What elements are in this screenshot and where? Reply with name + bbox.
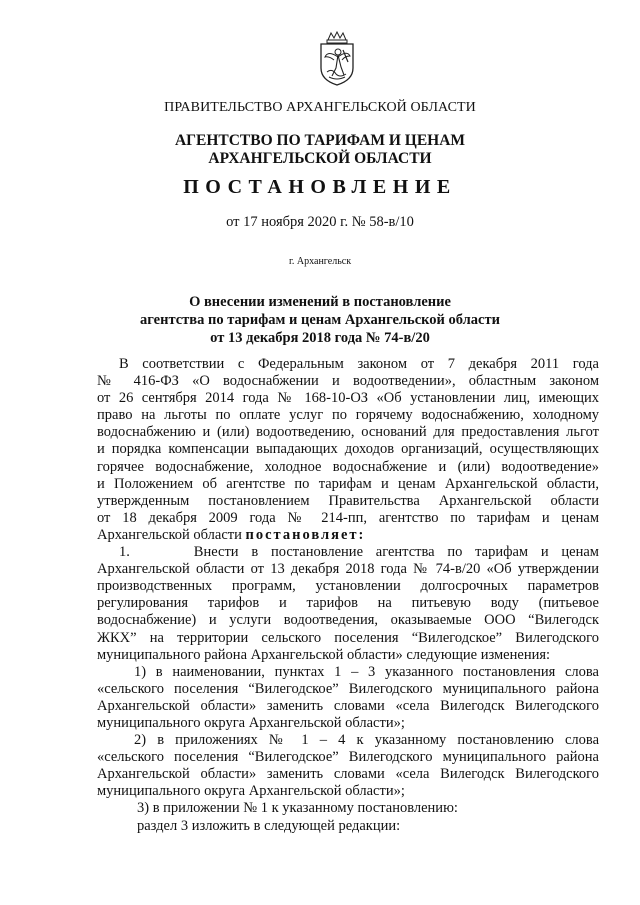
title-line-3: от 13 декабря 2018 года № 74-в/20 [210, 330, 430, 346]
text-line: муниципального округа Архангельской области»; [97, 714, 405, 731]
resolves-word: постановляет: [245, 526, 366, 543]
text-line: от 18 декабря 2009 года № 214-пп, агентство по тарифам и ценам [97, 509, 599, 526]
text-line: «сельского поселения “Вилегодское” Вилегодского муниципального района [97, 749, 599, 766]
government-name: ПРАВИТЕЛЬСТВО АРХАНГЕЛЬСКОЙ ОБЛАСТИ [164, 100, 476, 115]
text-line-prefix: Архангельской области [97, 526, 246, 543]
text-line: «сельского поселения “Вилегодское” Вилегодского муниципального района [97, 680, 599, 697]
text-line: производственных программ, установлении долгосрочных параметров [97, 578, 599, 595]
date-and-number: от 17 ноября 2020 г. № 58-в/10 [226, 214, 414, 230]
title-line-1: О внесении изменений в постановление [189, 294, 451, 310]
document-title [0, 293, 640, 347]
text-line: № 416-ФЗ «О водоснабжении и водоотведении», областным законом [97, 373, 599, 390]
text-line: 1) в наименовании, пунктах 1 – 3 указанного постановления слова [134, 663, 599, 680]
text-line: В соответствии с Федеральным законом от 7 декабря 2011 года [119, 356, 599, 372]
text-line: муниципального округа Архангельской области»; [97, 783, 405, 800]
text-line [97, 527, 599, 544]
agency-name [0, 132, 640, 168]
text-line: и Положением об агентстве по тарифам и ценам Архангельской области, [97, 475, 599, 492]
document-type: ПОСТАНОВЛЕНИЕ [183, 176, 457, 198]
text-line: Архангельской области от 13 декабря 2018 года № 74-в/20 «Об утверждении [97, 561, 599, 578]
text-line: раздел 3 изложить в следующей редакции: [137, 817, 401, 834]
text-line: 3) в приложении № 1 к указанному постановлению: [137, 800, 458, 817]
agency-name-line-2: АРХАНГЕЛЬСКОЙ ОБЛАСТИ [208, 150, 432, 167]
text-line: Архангельской области» заменить словами «села Вилегодск Вилегодского [97, 697, 599, 714]
text-line: ЖКХ” на территории сельского поселения “Вилегодское” Вилегодского [97, 629, 599, 646]
text-line: 2) в приложениях № 1 – 4 к указанному постановлению слова [134, 732, 599, 749]
document-body [97, 356, 599, 835]
text-line: муниципального района Архангельской области» следующие изменения: [97, 646, 551, 663]
agency-name-line-1: АГЕНТСТВО ПО ТАРИФАМ И ЦЕНАМ [174, 132, 466, 149]
text-line: регулирования тарифов и тарифов на питьевую воду (питьевое [97, 595, 599, 612]
text-line: утвержденным постановлением Правительства Архангельской области [97, 492, 599, 509]
text-line: от 26 сентября 2014 года № 168-10-ОЗ «Об установлении лиц, имеющих [97, 390, 599, 407]
text-line: и порядка компенсации выпадающих доходов организаций, осуществляющих [97, 441, 599, 458]
coat-of-arms-icon [314, 30, 360, 88]
text-line: Архангельской области» заменить словами «села Вилегодск Вилегодского [97, 766, 599, 783]
text-line: право на льготы по оплате услуг по горячему водоснабжению, холодному [97, 407, 599, 424]
text-line: водоснабжению и (или) водоотведению, оснований для предоставления льгот [97, 424, 599, 441]
text-line: водоснабжение) и услуги водоотведения, оказываемые ООО “Вилегодск [97, 612, 599, 629]
text-line: горячее водоснабжение, холодное водоснабжение и (или) водоотведение» [97, 458, 599, 475]
title-line-2: агентства по тарифам и ценам Архангельской области [140, 312, 500, 328]
text-line: 1. Внести в постановление агентства по тарифам и ценам [119, 544, 599, 561]
city: г. Архангельск [288, 256, 352, 267]
